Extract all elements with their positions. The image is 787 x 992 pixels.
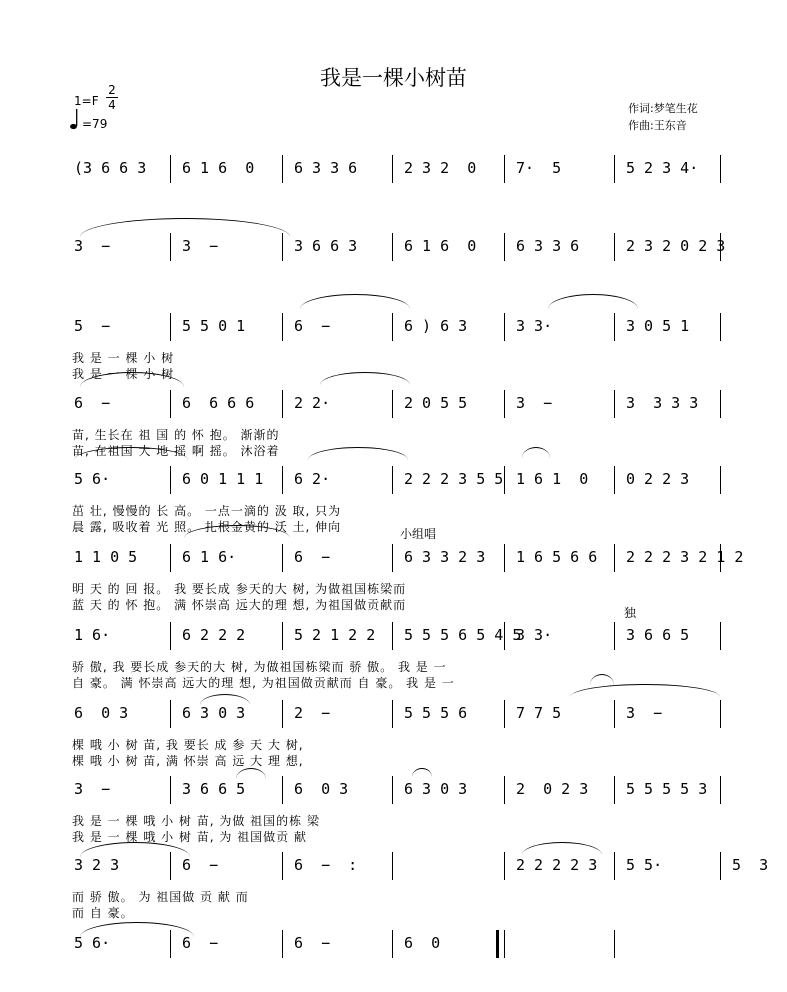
bar-line	[504, 466, 505, 494]
solo-annotation: 独	[624, 606, 637, 620]
final-barline	[496, 930, 499, 958]
bar-line	[614, 700, 615, 728]
measure-notes: 6 ) 6 3	[404, 317, 468, 335]
measure-notes: 6 −	[294, 317, 331, 335]
measure-notes: 6 3 3 6	[294, 159, 358, 177]
measure-notes: 5 5 5 6	[404, 704, 468, 722]
lyrics-verse-1: 明 天 的 回 报。 我 要长成 参天的大 树, 为做祖国栋梁而	[72, 582, 407, 596]
bar-line	[720, 390, 721, 418]
lyrics-verse-1: 我 是 一 棵 小 树	[72, 351, 175, 365]
measure-notes: 6 1 6 0	[404, 237, 477, 255]
lyrics-verse-1: 苗, 生长在 祖 国 的 怀 抱。 渐渐的	[72, 428, 280, 442]
slur-arc	[200, 694, 250, 705]
measure-notes: 5 5 0 1	[182, 317, 246, 335]
measure-notes: 1 6 1 0	[516, 470, 589, 488]
bar-line	[720, 622, 721, 650]
bar-line	[614, 155, 615, 183]
bar-line	[614, 776, 615, 804]
bar-line	[392, 852, 393, 880]
bar-line	[720, 776, 721, 804]
bar-line	[282, 776, 283, 804]
measure-notes: 7 7 5	[516, 704, 562, 722]
bar-line	[392, 466, 393, 494]
bar-line	[614, 233, 615, 261]
bar-line	[282, 930, 283, 958]
measure-notes: 5 2 1 2 2	[294, 626, 376, 644]
slur-arc	[570, 684, 720, 697]
bar-line	[504, 233, 505, 261]
measure-notes: 6 2 2 2	[182, 626, 246, 644]
measure-notes: 6 −	[182, 856, 219, 874]
measure-notes: 1 1 0 5	[74, 548, 138, 566]
measure-notes: 6 3 0 3	[404, 780, 468, 798]
bar-line	[170, 466, 171, 494]
measure-notes: 6 6 6 6	[182, 394, 255, 412]
slur-arc	[522, 447, 550, 458]
time-signature	[106, 84, 118, 111]
bar-line	[170, 233, 171, 261]
slur-arc	[80, 922, 194, 937]
slur-arc	[320, 372, 410, 385]
bar-line	[720, 155, 721, 183]
lyrics-verse-2: 而 自 豪。	[72, 906, 134, 920]
measure-notes: 6 −	[294, 934, 331, 952]
bar-line	[282, 466, 283, 494]
measure-notes: 2 2 2 3 2 1 2	[626, 548, 744, 566]
lyrics-verse-1: 而 骄 傲。 为 祖国做 贡 献 而	[72, 890, 249, 904]
bar-line	[614, 466, 615, 494]
lyrics-verse-2: 晨 露, 吸收着 光 照。 扎根金黄的 沃 土, 伸向	[72, 520, 342, 534]
bar-line	[392, 622, 393, 650]
bar-line	[614, 390, 615, 418]
measure-notes: 0 2 2 3	[626, 470, 690, 488]
bar-line	[504, 544, 505, 572]
measure-notes: 6 3 3 6	[516, 237, 580, 255]
bar-line	[720, 313, 721, 341]
quarter-note-icon	[70, 108, 79, 130]
measure-notes: 5 6·	[74, 470, 111, 488]
bar-line	[614, 544, 615, 572]
meter-top: 2	[108, 83, 116, 97]
measure-notes: 6 −	[182, 934, 219, 952]
measure-notes: 3 3·	[516, 626, 553, 644]
lyrics-verse-1: 茁 壮, 慢慢的 长 高。 一点一滴的 汲 取, 只为	[72, 504, 342, 518]
measure-notes: 5 2 3 4·	[626, 159, 699, 177]
bar-line	[614, 852, 615, 880]
measure-notes: 3 −	[182, 237, 219, 255]
measure-notes: 6 3 3 2 3	[404, 548, 486, 566]
lyrics-verse-1: 我 是 一 棵 哦 小 树 苗, 为做 祖国的栋 梁	[72, 814, 320, 828]
measure-notes: 6 0 3	[74, 704, 129, 722]
measure-notes: 6 1 6·	[182, 548, 237, 566]
lyrics-verse-1: 棵 哦 小 树 苗, 我 要长 成 参 天 大 树,	[72, 738, 304, 752]
measure-notes: 3 −	[74, 780, 111, 798]
lyrics-verse-1: 骄 傲, 我 要长成 参天的大 树, 为做祖国栋梁而 骄 傲。 我 是 一	[72, 660, 447, 674]
measure-notes: 6 −	[74, 394, 111, 412]
bar-line	[282, 233, 283, 261]
bar-line	[282, 544, 283, 572]
slur-arc	[300, 294, 410, 309]
slur-arc	[590, 674, 614, 685]
lyrics-verse-2: 自 豪。 满 怀崇高 远大的理 想, 为祖国做贡献而 自 豪。 我 是 一	[72, 676, 455, 690]
measure-notes: 2 2·	[294, 394, 331, 412]
bar-line	[170, 776, 171, 804]
slur-arc	[80, 218, 290, 237]
measure-notes: 5 5·	[626, 856, 663, 874]
measure-notes: 5 5 5 5 3	[626, 780, 708, 798]
measure-notes: 6 0 1 1 1	[182, 470, 264, 488]
measure-notes: 6 0	[404, 934, 441, 952]
measure-notes: 1 6·	[74, 626, 111, 644]
key-signature: 1=F	[74, 94, 99, 108]
bar-line	[392, 233, 393, 261]
bar-line	[392, 930, 393, 958]
measure-notes: 5 −	[74, 317, 111, 335]
measure-notes: 3 3·	[516, 317, 553, 335]
slur-arc	[308, 447, 408, 460]
measure-notes: 3 6 6 5	[626, 626, 690, 644]
bar-line	[282, 155, 283, 183]
bar-line	[282, 622, 283, 650]
measure-notes: 5 6·	[74, 934, 111, 952]
bar-line	[170, 390, 171, 418]
bar-line	[170, 700, 171, 728]
bar-line	[392, 390, 393, 418]
measure-notes: 2 2 2 2 3	[516, 856, 598, 874]
bar-line	[282, 390, 283, 418]
measure-notes: 5 5 5 6 5 4 5	[404, 626, 522, 644]
bar-line	[720, 852, 721, 880]
measure-notes: 6 1 6 0	[182, 159, 255, 177]
measure-notes: 2 3 2 0 2 3	[626, 237, 726, 255]
bar-line	[614, 930, 615, 958]
measure-notes: 2 −	[294, 704, 331, 722]
bar-line	[614, 313, 615, 341]
bar-line	[170, 155, 171, 183]
bar-line	[392, 700, 393, 728]
bar-line	[504, 313, 505, 341]
bar-line	[282, 700, 283, 728]
bar-line	[720, 466, 721, 494]
meter-bottom: 4	[108, 98, 116, 112]
measure-notes: 3 −	[516, 394, 553, 412]
lyrics-verse-2: 棵 哦 小 树 苗, 满 怀崇 高 远 大 理 想,	[72, 754, 304, 768]
measure-notes: 2 0 2 3	[516, 780, 589, 798]
measure-notes: 3 2 3	[74, 856, 120, 874]
bar-line	[392, 155, 393, 183]
bar-line	[504, 930, 505, 958]
tempo-marking: =79	[82, 117, 108, 131]
bar-line	[504, 390, 505, 418]
bar-line	[720, 700, 721, 728]
bar-line	[504, 155, 505, 183]
measure-notes: 6 0 3	[294, 780, 349, 798]
slur-arc	[522, 842, 602, 855]
small-group-annotation: 小组唱	[400, 527, 437, 541]
slur-arc	[236, 768, 266, 779]
measure-notes: 7· 5	[516, 159, 562, 177]
measure-notes: 5 3	[732, 856, 769, 874]
measure-notes: 3 −	[74, 237, 111, 255]
slur-arc	[548, 294, 638, 309]
bar-line	[392, 776, 393, 804]
bar-line	[282, 852, 283, 880]
lyricist-credit: 作词:梦笔生花	[628, 102, 698, 115]
measure-notes: 3 6 6 5	[182, 780, 246, 798]
measure-notes: 3 −	[626, 704, 663, 722]
song-title: 我是一棵小树苗	[320, 66, 467, 90]
measure-notes: 6 3 0 3	[182, 704, 246, 722]
lyrics-verse-2: 我 是 一 棵 哦 小 树 苗, 为 祖国做贡 献	[72, 830, 307, 844]
bar-line	[282, 313, 283, 341]
lyrics-verse-2: 苗, 在祖国 大 地 摇 啊 摇。 沐浴着	[72, 444, 280, 458]
composer-credit: 作曲:王东音	[628, 119, 687, 132]
measure-notes: 3 3 3 3	[626, 394, 699, 412]
measure-notes: 6 − :	[294, 856, 358, 874]
slur-arc	[412, 768, 432, 777]
bar-line	[504, 852, 505, 880]
measure-notes: 3 0 5 1	[626, 317, 690, 335]
lyrics-verse-2: 蓝 天 的 怀 抱。 满 怀崇高 远大的理 想, 为祖国做贡献而	[72, 598, 407, 612]
measure-notes: 2 3 2 0	[404, 159, 477, 177]
bar-line	[392, 313, 393, 341]
bar-line	[504, 700, 505, 728]
measure-notes: 2 2 2 3 5 5	[404, 470, 504, 488]
bar-line	[392, 544, 393, 572]
bar-line	[170, 622, 171, 650]
lyrics-verse-2: 我 是 一 棵 小 树	[72, 367, 175, 381]
bar-line	[170, 544, 171, 572]
measure-notes: (3 6 6 3	[74, 159, 147, 177]
bar-line	[614, 622, 615, 650]
measure-notes: 1 6 5 6 6	[516, 548, 598, 566]
measure-notes: 6 2·	[294, 470, 331, 488]
bar-line	[170, 313, 171, 341]
measure-notes: 6 −	[294, 548, 331, 566]
measure-notes: 2 0 5 5	[404, 394, 468, 412]
measure-notes: 3 6 6 3	[294, 237, 358, 255]
bar-line	[504, 776, 505, 804]
